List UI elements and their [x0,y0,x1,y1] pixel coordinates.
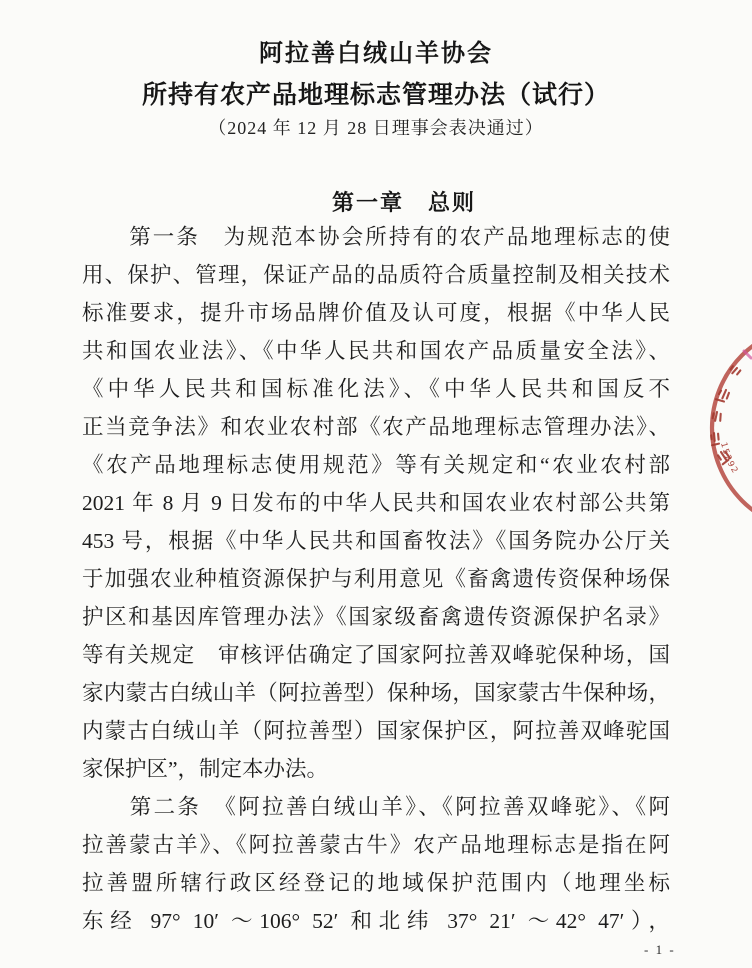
document-body [82,218,670,940]
body-line: 于加强农业种植资源保护与利用意见《畜禽遗传资保种场保 [82,567,670,591]
body-line: 共和国农业法》、《中华人民共和国农产品质量安全法》、 [82,339,670,363]
body-line: 正当竞争法》和农业农村部《农产品地理标志管理办法》、 [82,415,670,439]
body-line: 用、保护、管理，保证产品的品质符合质量控制及相关技术 [82,263,670,287]
body-line: 标准要求，提升市场品牌价值及认可度，根据《中华人民 [82,301,670,325]
approval-date-line: （2024 年 12 月 28 日理事会表决通过） [208,118,544,138]
body-line: 《中华人民共和国标准化法》、《中华人民共和国反不 [82,377,670,401]
body-line: 453 号，根据《中华人民共和国畜牧法》《国务院办公厅关 [82,529,670,553]
body-line: 家保护区”，制定本办法。 [82,757,329,781]
official-seal-stamp [700,315,752,520]
document-title-line2: 所持有农产品地理标志管理办法（试行） [141,82,610,109]
body-line: 拉善蒙古羊》、《阿拉善蒙古牛》农产品地理标志是指在阿 [82,833,670,857]
body-line: 内蒙古白绒山羊（阿拉善型）国家保护区，阿拉善双峰驼国 [82,719,670,743]
page-number: - 1 - [644,942,676,957]
body-line: 拉善盟所辖行政区经登记的地域保护范围内（地理坐标 [82,871,670,895]
body-line: 2021 年 8 月 9 日发布的中华人民共和国农业农村部公共第 [82,491,670,515]
body-line: 《农产品地理标志使用规范》等有关规定和“农业农村部 [82,453,670,477]
document-title-line1: 阿拉善白绒山羊协会 [259,41,493,67]
body-line: 第二条 《阿拉善白绒山羊》、《阿拉善双峰驼》、《阿 [82,795,670,819]
body-line: 东经 97° 10′ ～106° 52′ 和北纬 37° 21′ ～42° 47′）， [82,909,670,933]
chapter-heading: 第一章 总则 [331,190,476,215]
body-line: 第一条 为规范本协会所持有的农产品地理标志的使 [82,225,670,249]
body-line: 家内蒙古白绒山羊（阿拉善型）保种场，国家蒙古牛保种场， [82,681,670,705]
body-line: 护区和基因库管理办法》《国家级畜禽遗传资源保护名录》 [82,605,670,629]
seal-serial-number: 15292 [718,441,741,477]
body-line: 等有关规定 审核评估确定了国家阿拉善双峰驼保种场，国 [82,643,670,667]
